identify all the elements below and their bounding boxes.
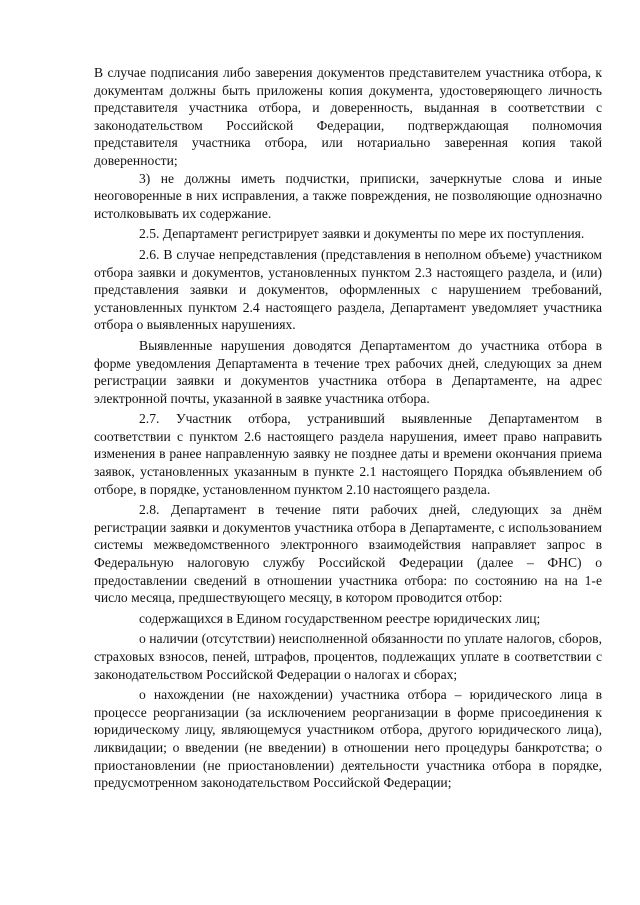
paragraph-2-5-registration: 2.5. Департамент регистрирует заявки и документы по мере их поступления. xyxy=(139,226,585,242)
paragraph-reorganization-status: о нахождении (не нахождении) участника отбора – юридического лица в процессе реорганизации (за исключением реорганизации в форме присоединения к юридическому лицу, являющемуся участником отбора, другого юридического лица), ликвидации; о введении (не введении) в отношении него процедуры банкротства; о приостановлении (не приостановлении) деятельности участника отбора в порядке, предусмотренном законодательством Российской Федерации; xyxy=(94,687,602,791)
paragraph-2-7-corrections: 2.7. Участник отбора, устранивший выявленные Департаментом в соответствии с пунктом 2.6 настоящего раздела нарушения, имеет право направить изменения в ранее направленную заявку не позднее даты и времени окончания приема заявок, установленных указанным в пункте 2.1 настоящего Порядка объявлением об отборе, в порядке, установленном пунктом 2.10 настоящего раздела. xyxy=(94,411,602,497)
paragraph-2-8-fns-request: 2.8. Департамент в течение пяти рабочих дней, следующих за днём регистрации заявки и документов участника отбора в Департаменте, с использованием системы межведомственного электронного взаимодействия направляет запрос в Федеральную налоговую службу Российской Федерации (далее – ФНС) о предоставлении сведений в отношении участника отбора: по состоянию на на 1-е число месяца, предшествующего месяцу, в котором проводится отбор: xyxy=(94,502,602,606)
paragraph-tax-obligations: о наличии (отсутствии) неисполненной обязанности по уплате налогов, сборов, страховых взносов, пеней, штрафов, процентов, подлежащих уплате в соответствии с законодательством Российской Федерации о налогах и сборах; xyxy=(94,631,602,682)
paragraph-2-6-violations: 2.6. В случае непредставления (представления в неполном объеме) участником отбора заявки и документов, установленных пунктом 2.3 настоящего раздела, и (или) представления заявки и документов, оформленных с нарушением требований, установленных пунктом 2.4 настоящего раздела, Департамент уведомляет участника отбора о выявленных нарушениях. xyxy=(94,246,602,333)
paragraph-violation-notice: Выявленные нарушения доводятся Департаментом до участника отбора в форме уведомления Департамента в течение трех рабочих дней, следующих за днем регистрации заявки и документов участника отбора в Департаменте, на адрес электронной почты, указанной в заявке участника отбора. xyxy=(94,337,602,406)
paragraph-representative-signing: В случае подписания либо заверения документов представителем участника отбора, к документам должны быть приложены копия документа, удостоверяющего личность представителя участника отбора, и доверенность, выданная в соответствии с законодательством Российской Федерации, подтверждающая полномочия представителя участника отбора, или нотариально заверенная копия такой доверенности; xyxy=(94,65,602,168)
paragraph-item-3-requirements: 3) не должны иметь подчистки, приписки, зачеркнутые слова и иные неоговоренные в них исправления, а также повреждения, не позволяющие однозначно истолковывать их содержание. xyxy=(94,170,602,221)
paragraph-egrul-info: содержащихся в Едином государственном реестре юридических лиц; xyxy=(139,610,541,626)
document-page xyxy=(94,64,602,792)
